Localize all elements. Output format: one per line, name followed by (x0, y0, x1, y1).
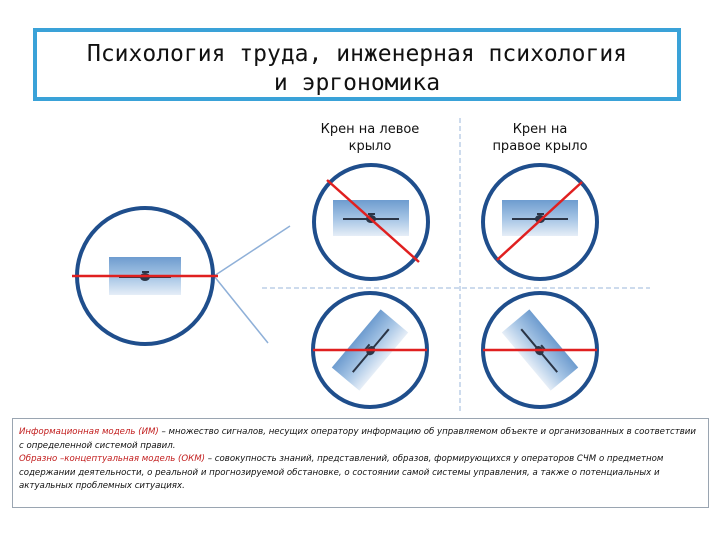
connector-line-up (214, 226, 290, 276)
im-definition: – множество сигналов, несущих оператору информацию об управляемом объекте и организованных в соответствии с определенной системой правил. (19, 427, 696, 451)
title-line-1: Психология труда, инженерная психология (86, 41, 628, 67)
title-line-2: и эргономика (273, 70, 441, 96)
connector-line-down (214, 276, 268, 343)
okm-definition: – совокупность знаний, представлений, образов, формирующихся у операторов СЧМ о предметном содержании деятельности, о реальной и прогнозируемой обстановке, о состоянии самой системы управления, а также о потенциальных и актуальных проблемных ситуациях. (19, 454, 664, 492)
label-right-bank-line1: Крен на (512, 122, 568, 137)
indicator-level (72, 208, 218, 344)
label-left-bank-line1: Крен на левое (320, 122, 420, 137)
im-term: Информационная модель (ИМ) (19, 427, 159, 437)
definitions-box (12, 418, 709, 508)
okm-term: Образно –концептуальная модель (ОКМ) (19, 454, 206, 465)
label-left-bank-line2: крыло (348, 139, 392, 154)
indicator-right-bank-top (483, 165, 597, 279)
indicator-left-bank-bottom (313, 293, 427, 407)
indicator-left-bank-top (314, 165, 428, 279)
indicator-right-bank-bottom (483, 293, 597, 407)
label-right-bank-line2: правое крыло (492, 139, 588, 154)
